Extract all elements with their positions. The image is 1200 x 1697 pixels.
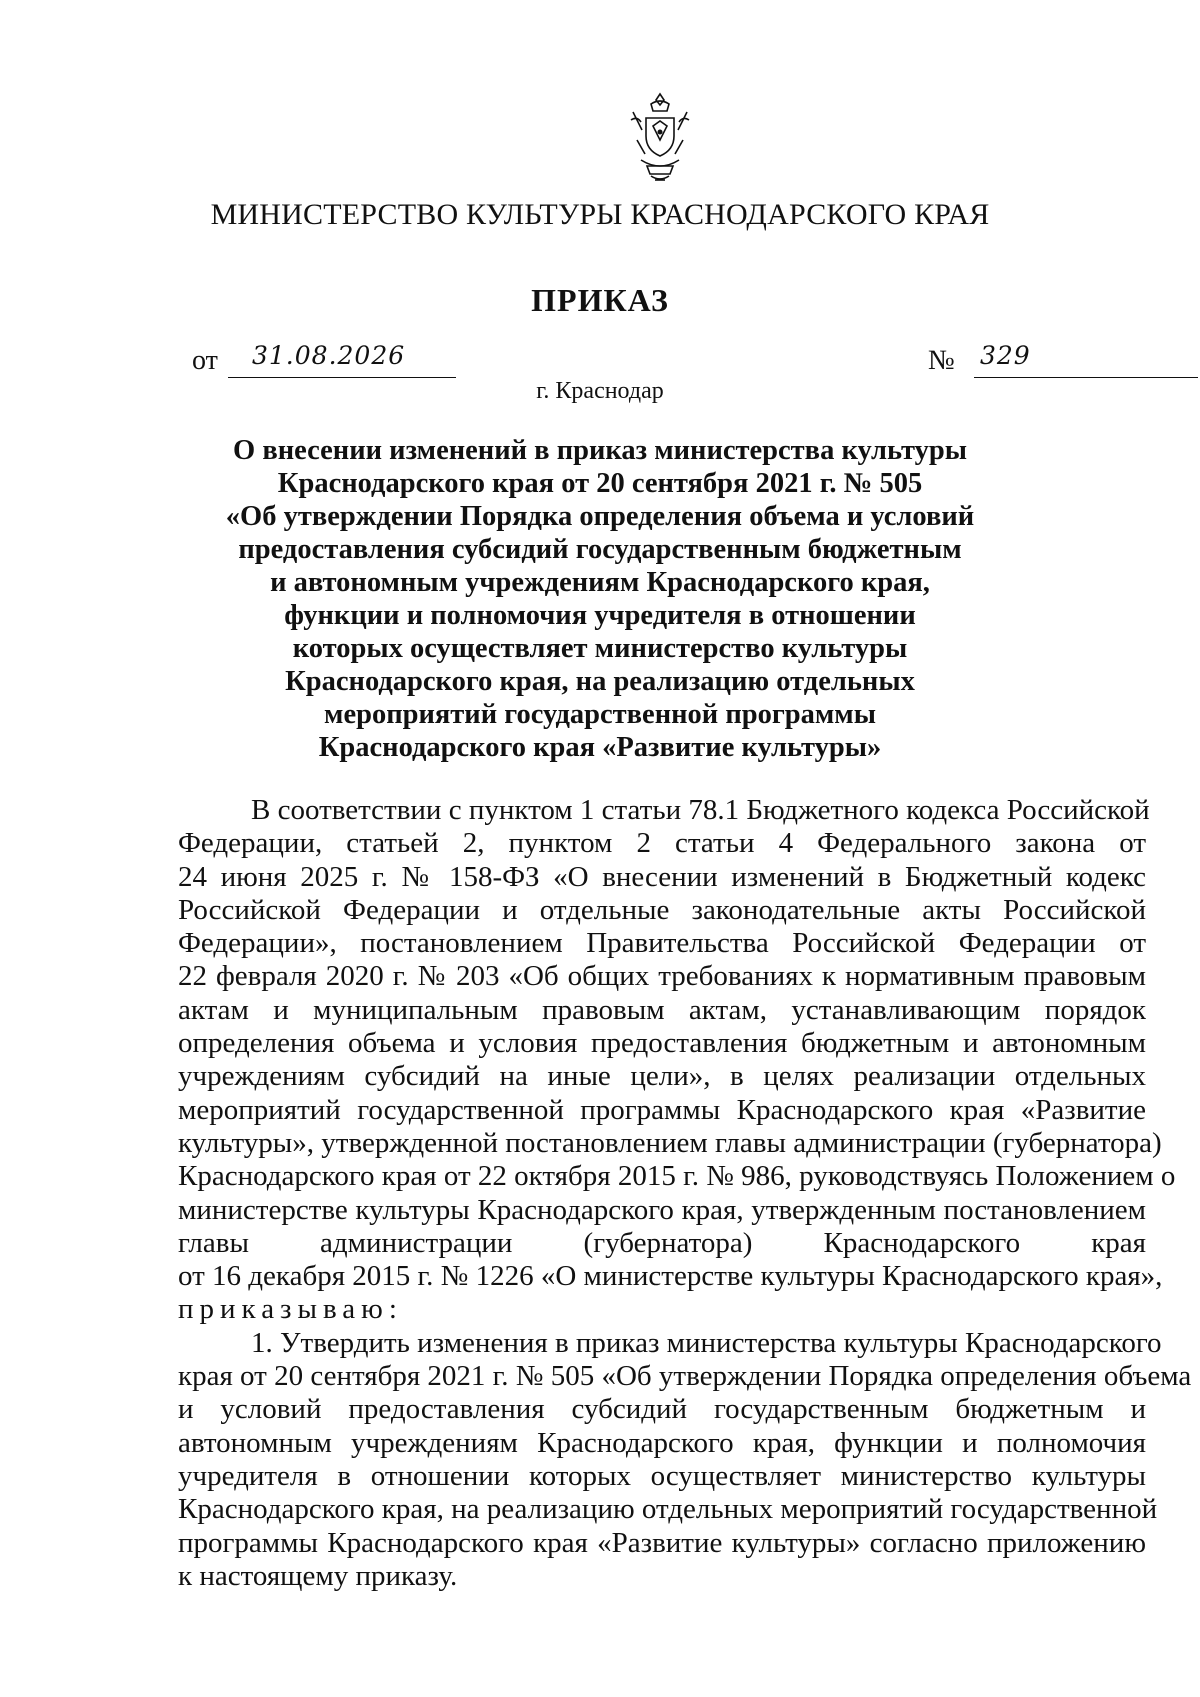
title-line: и автономным учреждениям Краснодарского края, <box>270 567 930 598</box>
title-line: Краснодарского края «Развитие культуры» <box>318 732 882 763</box>
preamble-line: Федерации, статьей 2, пунктом 2 статьи 4 Федерального закона от <box>178 827 1146 860</box>
item-1-line: учредителя в отношении которых осуществляет министерство культуры <box>178 1459 1146 1492</box>
number-prefix: № <box>928 345 955 376</box>
item-1-line: Краснодарского края, на реализацию отдельных мероприятий государственной <box>178 1493 1158 1526</box>
document-type: ПРИКАЗ <box>531 282 669 318</box>
item-1-line: автономным учреждениям Краснодарского края, функции и полномочия <box>178 1426 1146 1459</box>
title-line: О внесении изменений в приказ министерства культуры <box>233 435 967 466</box>
item-1-line: программы Краснодарского края «Развитие культуры» согласно приложению <box>178 1526 1146 1559</box>
title-line: мероприятий государственной программы <box>324 699 876 730</box>
ministry-name: МИНИСТЕРСТВО КУЛЬТУРЫ КРАСНОДАРСКОГО КРАЯ <box>210 198 990 231</box>
date-field <box>192 341 406 381</box>
item-1-line: и условий предоставления субсидий государственным бюджетным и <box>178 1393 1146 1426</box>
title-line: функции и полномочия учредителя в отношении <box>284 600 916 631</box>
preamble-line: от 16 декабря 2015 г. № 1226 «О министерстве культуры Краснодарского края», <box>178 1260 1163 1293</box>
preamble-line: 24 июня 2025 г. № 158-ФЗ «О внесении изменений в Бюджетный кодекс <box>178 860 1146 893</box>
city: г. Краснодар <box>536 378 664 404</box>
coat-of-arms-icon <box>629 92 691 187</box>
preamble-line: определения объема и условия предоставления бюджетным и автономным <box>178 1027 1146 1060</box>
number-handwritten: 329 <box>980 341 1031 370</box>
title-line: Краснодарского края, на реализацию отдельных <box>285 666 915 697</box>
document-body <box>178 794 1192 1593</box>
preamble-line: 22 февраля 2020 г. № 203 «Об общих требованиях к нормативным правовым <box>178 960 1146 993</box>
preamble-line: учреждениям субсидий на иные цели», в целях реализации отдельных <box>178 1060 1146 1093</box>
preamble-line: культуры», утвержденной постановлением главы администрации (губернатора) <box>178 1126 1162 1159</box>
preamble-line: мероприятий государственной программы Краснодарского края «Развитие <box>178 1093 1146 1126</box>
preamble-line: Краснодарского края от 22 октября 2015 г. № 986, руководствуясь Положением о <box>178 1160 1176 1193</box>
title-line: «Об утверждении Порядка определения объема и условий <box>225 501 975 532</box>
preamble-line: Федерации», постановлением Правительства Российской Федерации от <box>178 927 1146 960</box>
item-1-line: к настоящему приказу. <box>178 1559 458 1592</box>
title-line: предоставления субсидий государственным бюджетным <box>238 534 962 565</box>
preamble-line: министерстве культуры Краснодарского края, утвержденным постановлением <box>178 1193 1146 1226</box>
order-word: приказываю: <box>178 1293 403 1326</box>
preamble-line: В соответствии с пунктом 1 статьи 78.1 Бюджетного кодекса Российской <box>251 794 1150 826</box>
title-line: которых осуществляет министерство культуры <box>292 633 908 664</box>
document-title <box>0 434 1200 764</box>
item-1-line: 1. Утвердить изменения в приказ министерства культуры Краснодарского <box>251 1326 1162 1359</box>
number-field <box>928 341 1031 381</box>
title-line: Краснодарского края от 20 сентября 2021 г. № 505 <box>277 468 923 499</box>
preamble-line: актам и муниципальным правовым актам, устанавливающим порядок <box>178 993 1146 1026</box>
item-1-line: края от 20 сентября 2021 г. № 505 «Об утверждении Порядка определения объема <box>178 1360 1192 1393</box>
preamble-line: Российской Федерации и отдельные законодательные акты Российской <box>178 893 1146 926</box>
preamble-line: главы администрации (губернатора) Краснодарского края <box>178 1226 1146 1259</box>
date-handwritten: 31.08.2026 <box>252 341 406 370</box>
date-prefix: от <box>192 345 218 376</box>
